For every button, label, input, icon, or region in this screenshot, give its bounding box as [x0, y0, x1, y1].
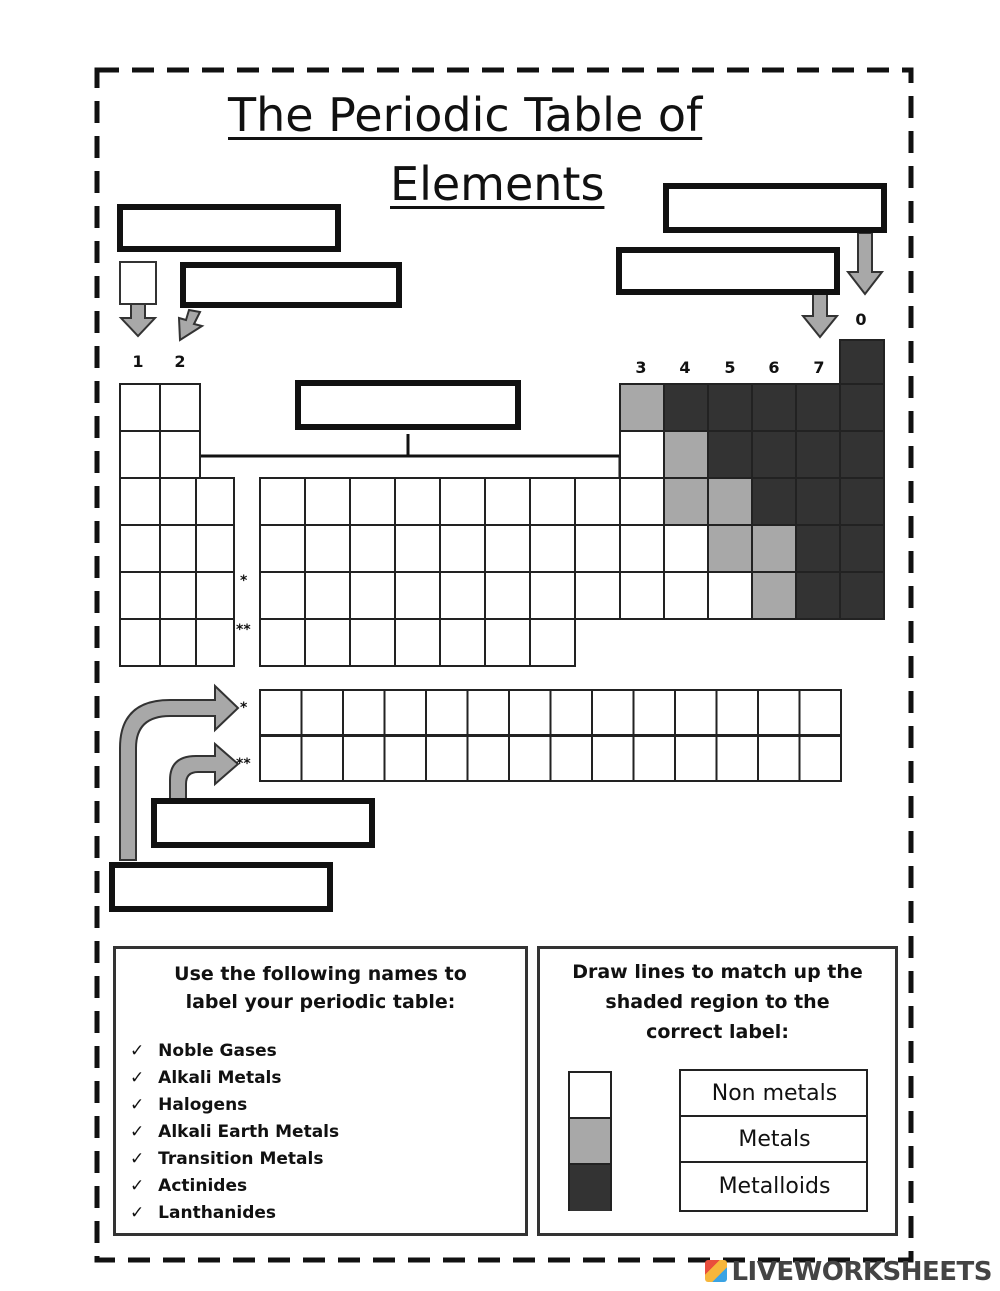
group-label-4: 4	[679, 358, 691, 377]
element-cell	[752, 384, 796, 431]
element-cell	[485, 478, 530, 525]
element-cell	[343, 736, 385, 781]
element-cell	[302, 690, 344, 735]
element-cell	[440, 478, 485, 525]
title-line-2: Elements	[390, 157, 605, 211]
element-cell	[343, 690, 385, 735]
label-name-item	[130, 1203, 276, 1223]
check-icon: ✓	[130, 1068, 151, 1088]
match-heading-1: Draw lines to match up the	[572, 961, 863, 983]
element-cell	[592, 690, 634, 735]
match-label-non-metals[interactable]: Non metals	[681, 1071, 868, 1117]
element-cell	[350, 619, 395, 666]
swatch-dark[interactable]	[570, 1165, 610, 1211]
element-cell	[758, 690, 800, 735]
label-name-text: Lanthanides	[158, 1203, 277, 1223]
element-cell	[840, 384, 884, 431]
title-line-1: The Periodic Table of	[228, 88, 703, 142]
group-label-5: 5	[724, 358, 736, 377]
swatch-gray[interactable]	[570, 1119, 610, 1165]
actinide-row-mark: **	[236, 756, 251, 772]
group-label-2: 2	[174, 352, 186, 371]
element-cell	[664, 478, 708, 525]
group1-tab	[120, 262, 156, 304]
element-cell	[752, 478, 796, 525]
label-name-item	[130, 1068, 282, 1088]
element-cell	[708, 572, 752, 619]
element-cell	[120, 572, 160, 619]
answer-box-transition[interactable]	[295, 380, 521, 430]
arrow-group2-icon	[179, 310, 202, 340]
element-cell	[260, 690, 302, 735]
element-cell	[664, 572, 708, 619]
element-cell	[758, 736, 800, 781]
transition-brace	[196, 434, 620, 480]
check-icon: ✓	[130, 1122, 151, 1142]
element-cell	[160, 431, 200, 478]
element-cell	[440, 619, 485, 666]
element-cell	[551, 736, 593, 781]
instructions-panel	[113, 946, 528, 1236]
element-cell	[440, 525, 485, 572]
arrow-group1-icon	[121, 304, 155, 336]
element-cell	[260, 619, 305, 666]
element-cell	[385, 736, 427, 781]
group-label-1: 1	[132, 352, 144, 371]
element-cell	[305, 478, 350, 525]
element-cell	[160, 478, 200, 525]
brand-text: LIVEWORKSHEETS	[731, 1257, 992, 1287]
element-cell	[752, 572, 796, 619]
element-cell	[160, 572, 200, 619]
element-cell	[485, 572, 530, 619]
element-cell	[796, 478, 840, 525]
element-cell	[120, 619, 160, 666]
check-icon: ✓	[130, 1041, 151, 1061]
element-cell	[675, 690, 717, 735]
element-cell	[305, 619, 350, 666]
element-cell	[350, 572, 395, 619]
element-cell	[708, 478, 752, 525]
match-label-metalloids[interactable]: Metalloids	[718, 1173, 831, 1199]
answer-box-group0[interactable]	[663, 183, 887, 233]
element-cell	[717, 736, 759, 781]
element-cell	[260, 525, 305, 572]
element-cell	[634, 690, 676, 735]
element-cell	[620, 572, 664, 619]
answer-box-group1[interactable]	[117, 204, 341, 252]
group-label-3: 3	[635, 358, 647, 377]
element-cell	[468, 736, 510, 781]
label-name-item	[130, 1122, 339, 1142]
element-cell	[160, 619, 200, 666]
element-cell	[620, 478, 664, 525]
shade-swatch-column	[568, 1071, 612, 1211]
element-cell	[395, 525, 440, 572]
lanthanide-mark: *	[240, 573, 248, 589]
label-name-item	[130, 1176, 247, 1196]
element-cell	[160, 525, 200, 572]
swatch-white[interactable]	[570, 1073, 610, 1119]
element-cell	[752, 525, 796, 572]
element-cell	[752, 431, 796, 478]
element-cell	[160, 384, 200, 431]
check-icon: ✓	[130, 1203, 151, 1223]
group-label-0: 0	[855, 310, 867, 329]
label-name-item	[130, 1095, 247, 1115]
element-cell	[664, 384, 708, 431]
element-cell	[796, 525, 840, 572]
lanthanide-row-mark: *	[240, 700, 248, 716]
element-cell	[840, 478, 884, 525]
group-label-7: 7	[813, 358, 825, 377]
arrow-actinides-icon	[170, 744, 238, 800]
element-cell	[796, 572, 840, 619]
element-cell	[575, 525, 620, 572]
element-cell	[485, 619, 530, 666]
actinide-mark: **	[236, 622, 251, 638]
label-name-item	[130, 1041, 277, 1061]
element-cell	[196, 525, 234, 572]
instructions-heading-1: Use the following names to	[174, 963, 467, 985]
element-cell	[120, 478, 160, 525]
element-cell	[426, 690, 468, 735]
check-icon: ✓	[130, 1095, 151, 1115]
element-cell	[840, 525, 884, 572]
check-icon: ✓	[130, 1149, 151, 1169]
element-cell	[426, 736, 468, 781]
element-cell	[509, 736, 551, 781]
element-cell	[840, 431, 884, 478]
element-cell	[350, 525, 395, 572]
element-cell	[800, 736, 842, 781]
element-cell	[305, 525, 350, 572]
element-cell	[592, 736, 634, 781]
element-cell	[675, 736, 717, 781]
element-cell	[530, 525, 575, 572]
element-cell	[120, 431, 160, 478]
element-cell	[575, 572, 620, 619]
element-cell	[800, 690, 842, 735]
element-cell	[796, 384, 840, 431]
element-cell	[196, 572, 234, 619]
brand-mark-icon	[705, 1260, 727, 1282]
element-cell	[385, 690, 427, 735]
arrow-group0-icon	[848, 233, 882, 294]
answer-box-group2[interactable]	[180, 262, 402, 308]
element-cell	[796, 431, 840, 478]
element-cell	[634, 736, 676, 781]
element-cell	[260, 736, 302, 781]
element-cell	[196, 478, 234, 525]
element-cell	[708, 431, 752, 478]
element-cell	[395, 478, 440, 525]
match-heading-2: shaded region to the	[605, 991, 830, 1013]
element-cell	[509, 690, 551, 735]
element-cell	[530, 572, 575, 619]
match-label-column	[679, 1069, 868, 1212]
element-cell	[440, 572, 485, 619]
element-cell	[260, 572, 305, 619]
match-label-metals[interactable]: Metals	[681, 1117, 868, 1163]
element-cell	[620, 384, 664, 431]
element-cell	[575, 478, 620, 525]
element-cell	[840, 340, 884, 384]
liveworksheets-logo	[705, 1257, 992, 1287]
element-cell	[305, 572, 350, 619]
element-cell	[664, 525, 708, 572]
element-cell	[620, 431, 664, 478]
element-cell	[717, 690, 759, 735]
match-panel	[537, 946, 898, 1236]
label-name-text: Transition Metals	[158, 1149, 324, 1169]
element-cell	[530, 619, 575, 666]
element-cell	[485, 525, 530, 572]
label-name-text: Halogens	[158, 1095, 248, 1115]
label-name-text: Alkali Metals	[158, 1068, 282, 1088]
element-cell	[620, 525, 664, 572]
element-cell	[395, 572, 440, 619]
element-cell	[350, 478, 395, 525]
element-cell	[395, 619, 440, 666]
answer-box-actinides[interactable]	[151, 798, 375, 848]
element-cell	[302, 736, 344, 781]
element-cell	[530, 478, 575, 525]
match-heading-3: correct label:	[646, 1021, 789, 1043]
answer-box-group7[interactable]	[616, 247, 840, 295]
element-cell	[120, 525, 160, 572]
element-cell	[708, 384, 752, 431]
label-name-item	[130, 1149, 323, 1169]
element-cell	[260, 478, 305, 525]
label-name-text: Alkali Earth Metals	[158, 1122, 340, 1142]
check-icon: ✓	[130, 1176, 151, 1196]
element-cell	[840, 572, 884, 619]
element-cell	[196, 619, 234, 666]
element-cell	[708, 525, 752, 572]
label-name-text: Actinides	[158, 1176, 248, 1196]
arrow-group7-icon	[803, 294, 837, 337]
element-cell	[120, 384, 160, 431]
element-cell	[664, 431, 708, 478]
instructions-heading-2: label your periodic table:	[185, 991, 456, 1013]
element-cell	[551, 690, 593, 735]
element-cell	[468, 690, 510, 735]
group-label-6: 6	[768, 358, 780, 377]
answer-box-lanthanides[interactable]	[109, 862, 333, 912]
label-name-text: Noble Gases	[158, 1041, 277, 1061]
